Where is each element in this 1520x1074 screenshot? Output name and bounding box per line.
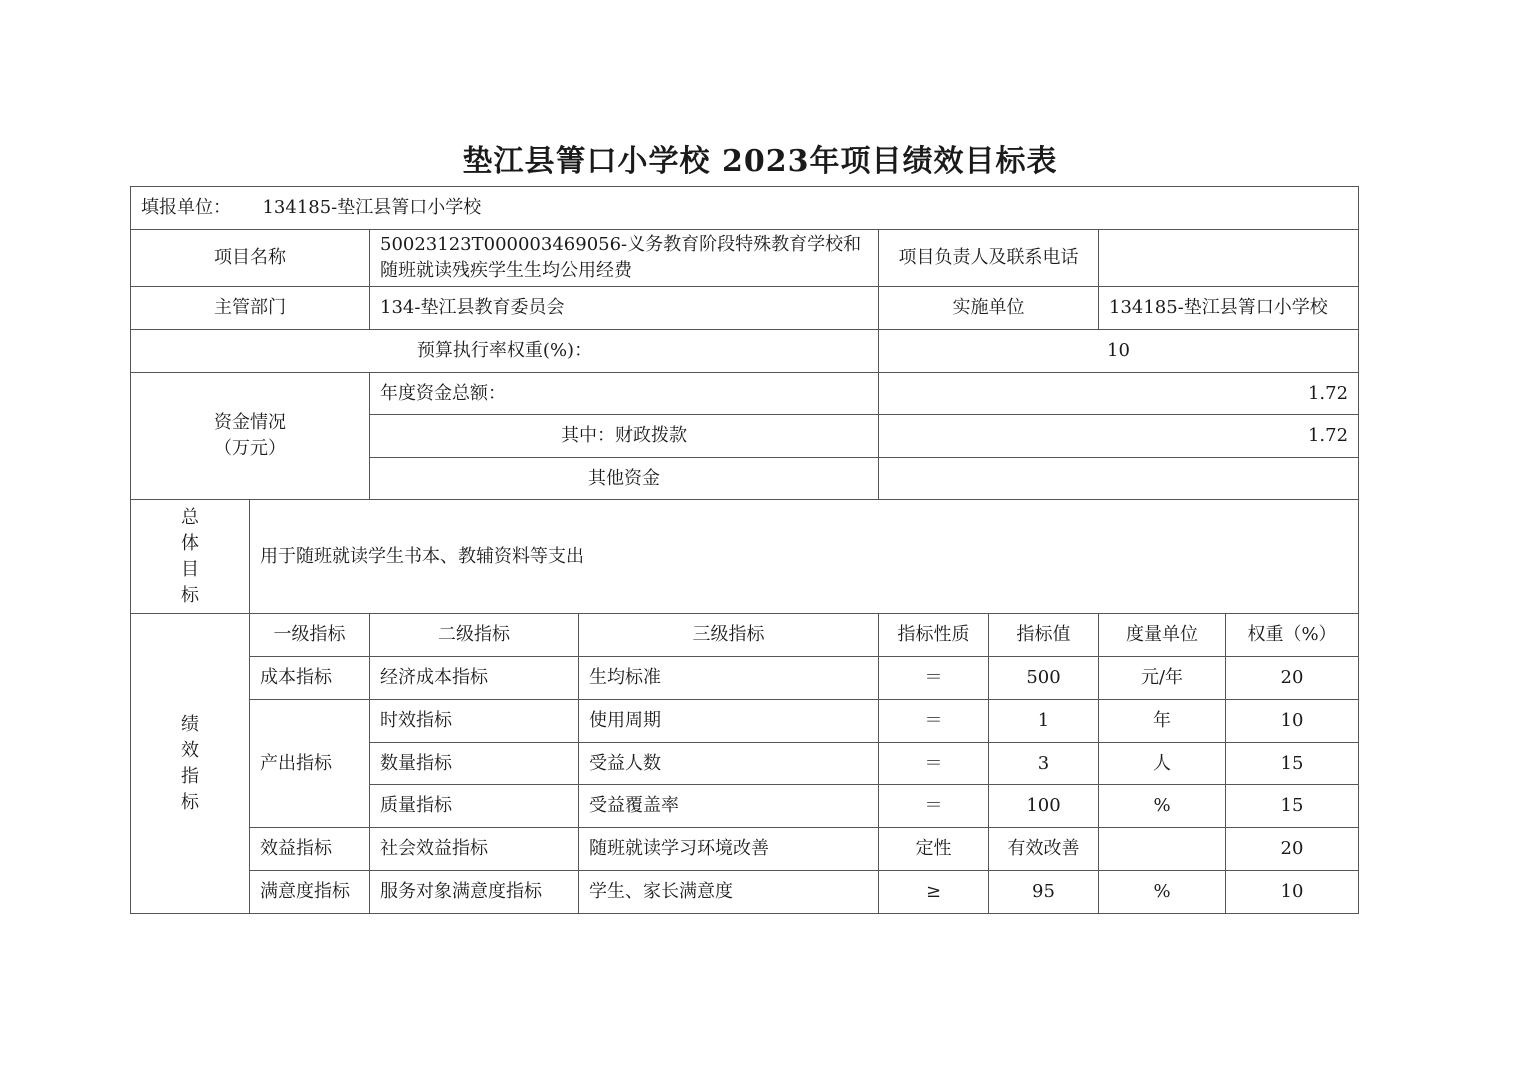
header-unit: 度量单位 — [1099, 614, 1226, 657]
cell-weight: 10 — [1226, 871, 1359, 914]
project-leader-label: 项目负责人及联系电话 — [879, 230, 1099, 287]
report-unit-cell — [131, 187, 1359, 230]
funds-label-line-2: （万元） — [214, 438, 286, 459]
report-unit-row — [131, 187, 1359, 230]
cell-level3: 随班就读学习环境改善 — [579, 828, 879, 871]
cell-level1: 效益指标 — [250, 828, 370, 871]
table-row — [131, 700, 1359, 743]
cell-weight: 20 — [1226, 657, 1359, 700]
cell-unit: % — [1099, 871, 1226, 914]
impl-unit-label: 实施单位 — [879, 287, 1099, 330]
header-nature: 指标性质 — [879, 614, 989, 657]
indicator-header-row — [131, 614, 1359, 657]
report-unit-label: 填报单位： — [141, 197, 231, 218]
funds-total-row — [131, 373, 1359, 415]
cell-unit: 元/年 — [1099, 657, 1226, 700]
cell-weight: 15 — [1226, 743, 1359, 785]
header-level1: 一级指标 — [250, 614, 370, 657]
cell-level1: 产出指标 — [250, 700, 370, 828]
funds-label — [131, 373, 370, 500]
cell-value: 100 — [989, 785, 1099, 828]
table-row — [131, 871, 1359, 914]
cell-nature: ≥ — [879, 871, 989, 914]
funds-label-line-1: 资金情况 — [214, 412, 286, 433]
cell-value: 1 — [989, 700, 1099, 743]
budget-weight-value: 10 — [879, 330, 1359, 373]
cell-level3: 受益覆盖率 — [579, 785, 879, 828]
overall-goal-row — [131, 500, 1359, 614]
cell-level3: 学生、家长满意度 — [579, 871, 879, 914]
funds-total-label: 年度资金总额： — [370, 373, 879, 415]
cell-level2: 质量指标 — [370, 785, 579, 828]
page-title: 垫江县箐口小学校 2023年项目绩效目标表 — [462, 144, 1058, 179]
table-row — [131, 657, 1359, 700]
funds-fiscal-value: 1.72 — [879, 415, 1359, 458]
cell-level1: 成本指标 — [250, 657, 370, 700]
header-level2: 二级指标 — [370, 614, 579, 657]
overall-goal-label-char: 目 — [181, 558, 199, 580]
project-name-line-1: 50023123T000003469056-义务教育阶段特殊教育学校和 — [380, 234, 862, 255]
overall-goal-label-char: 总 — [181, 506, 199, 528]
overall-goal-label — [131, 500, 250, 614]
cell-value: 95 — [989, 871, 1099, 914]
impl-unit-value: 134185-垫江县箐口小学校 — [1099, 287, 1359, 330]
overall-goal-label-char: 标 — [181, 584, 199, 606]
overall-goal-label-char: 体 — [181, 532, 199, 554]
cell-nature: ＝ — [879, 700, 989, 743]
overall-goal-text: 用于随班就读学生书本、教辅资料等支出 — [250, 500, 1359, 614]
indicators-label-char: 效 — [181, 739, 199, 761]
indicators-label-char: 指 — [181, 765, 199, 787]
funds-other-label: 其他资金 — [370, 458, 879, 500]
cell-weight: 20 — [1226, 828, 1359, 871]
department-label: 主管部门 — [131, 287, 370, 330]
indicators-label-char: 标 — [181, 791, 199, 813]
funds-other-value — [879, 458, 1359, 500]
cell-level3: 受益人数 — [579, 743, 879, 785]
cell-level2: 社会效益指标 — [370, 828, 579, 871]
cell-value: 3 — [989, 743, 1099, 785]
cell-value: 500 — [989, 657, 1099, 700]
cell-level2: 数量指标 — [370, 743, 579, 785]
cell-value: 有效改善 — [989, 828, 1099, 871]
indicators-label — [131, 614, 250, 914]
cell-unit: 年 — [1099, 700, 1226, 743]
cell-nature: ＝ — [879, 785, 989, 828]
cell-level3: 使用周期 — [579, 700, 879, 743]
cell-level2: 时效指标 — [370, 700, 579, 743]
cell-level2: 经济成本指标 — [370, 657, 579, 700]
cell-unit: % — [1099, 785, 1226, 828]
department-value: 134-垫江县教育委员会 — [370, 287, 879, 330]
project-name-row — [131, 230, 1359, 287]
cell-nature: 定性 — [879, 828, 989, 871]
table-row — [131, 828, 1359, 871]
cell-level1: 满意度指标 — [250, 871, 370, 914]
funds-total-value: 1.72 — [879, 373, 1359, 415]
project-name-line-2: 随班就读残疾学生生均公用经费 — [380, 260, 632, 281]
funds-fiscal-label: 其中：财政拨款 — [370, 415, 879, 458]
cell-unit: 人 — [1099, 743, 1226, 785]
budget-weight-label: 预算执行率权重(%)： — [131, 330, 879, 373]
cell-weight: 10 — [1226, 700, 1359, 743]
project-name-value — [370, 230, 879, 287]
performance-target-table — [130, 186, 1359, 914]
project-name-label: 项目名称 — [131, 230, 370, 287]
indicators-label-char: 绩 — [181, 713, 199, 735]
cell-nature: ＝ — [879, 657, 989, 700]
cell-level2: 服务对象满意度指标 — [370, 871, 579, 914]
project-leader-value — [1099, 230, 1359, 287]
budget-weight-row — [131, 330, 1359, 373]
department-row — [131, 287, 1359, 330]
cell-level3: 生均标准 — [579, 657, 879, 700]
header-value: 指标值 — [989, 614, 1099, 657]
cell-nature: ＝ — [879, 743, 989, 785]
header-weight: 权重（%） — [1226, 614, 1359, 657]
header-level3: 三级指标 — [579, 614, 879, 657]
report-unit-value: 134185-垫江县箐口小学校 — [262, 197, 482, 218]
cell-weight: 15 — [1226, 785, 1359, 828]
cell-unit — [1099, 828, 1226, 871]
